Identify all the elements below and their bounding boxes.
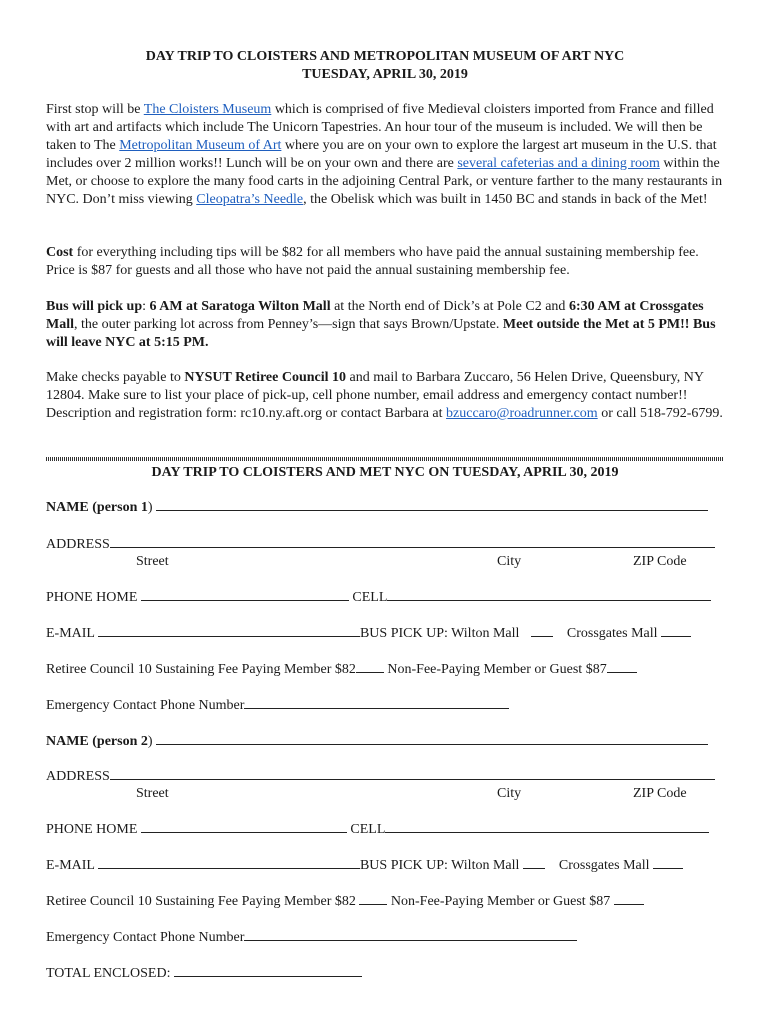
cell-label: CELL — [346, 822, 386, 837]
return-info: Meet outside the Met at 5 PM!! Bus will leave NYC at 5:15 PM. — [46, 317, 716, 350]
intro-text: within the Met, or choose to explore the many food carts in the adjoining Central Park, or venture farther to the many restaurants in NYC. Don’t miss viewing — [46, 156, 723, 207]
zip-caption: ZIP Code — [633, 554, 687, 569]
email-link[interactable]: bzuccaro@roadrunner.com — [446, 406, 598, 421]
name-label: NAME (person 1 — [46, 500, 148, 515]
crossgates-pickup: 6:30 AM at Crossgates Mall — [46, 299, 704, 332]
name-field-person1[interactable] — [46, 498, 708, 517]
cleopatras-needle-link[interactable]: Cleopatra’s Needle — [196, 192, 304, 207]
street-caption: Street — [136, 554, 169, 569]
intro-text: , the Obelisk which was built in 1450 BC and stands in back of the Met! — [303, 192, 708, 207]
guest-fee-blank[interactable] — [614, 892, 644, 905]
metropolitan-museum-link[interactable]: Metropolitan Museum of Art — [119, 138, 282, 153]
intro-text: which is comprised of five Medieval cloisters imported from France and filled with art and artifacts which include The Unicorn Tapestries. An hour tour of the museum is included. We will then be taken to The — [46, 102, 714, 153]
bus-text: , the outer parking lot across from Penney’s—sign that says Brown/Upstate. — [74, 317, 503, 332]
name-field-person2[interactable] — [46, 732, 708, 751]
address-label: ADDRESS — [46, 537, 110, 552]
member-fee-blank[interactable] — [356, 660, 384, 673]
cost-text: for everything including tips will be $82 for all members who have paid the annual sustaining membership fee. Price is $87 for guests and all those who have not paid the annual sustaining membership fee. — [46, 245, 699, 278]
checks-text: and mail to Barbara Zuccaro, 56 Helen Drive, Queensbury, NY 12804. Make sure to list your place of pick-up, cell phone number, email address and emergency contact number!! Description and registration form: rc10.ny.aft.org or contact Barbara at — [46, 370, 704, 421]
phone-field-person2[interactable] — [46, 820, 709, 839]
phone-home-blank[interactable] — [141, 820, 347, 833]
checks-paragraph — [46, 369, 726, 423]
email-field-person2[interactable] — [46, 856, 683, 875]
bus-pickup-label: BUS PICK UP: Wilton Mall — [359, 626, 523, 641]
crossgates-label: Crossgates Mall — [558, 858, 654, 873]
city-caption: City — [497, 554, 522, 569]
phone-home-label: PHONE HOME — [46, 590, 141, 605]
member-fee-label: Retiree Council 10 Sustaining Fee Paying Member $82 — [46, 894, 360, 909]
guest-fee-blank[interactable] — [607, 660, 637, 673]
bus-paragraph — [46, 298, 726, 352]
email-label: E-MAIL — [46, 858, 98, 873]
wilton-mall-blank[interactable] — [523, 856, 545, 869]
wilton-pickup: 6 AM at Saratoga Wilton Mall — [149, 299, 331, 314]
total-enclosed-blank[interactable] — [174, 964, 362, 977]
crossgates-blank[interactable] — [661, 624, 691, 637]
emergency-blank[interactable] — [244, 928, 577, 941]
address-field-person2[interactable] — [46, 767, 715, 786]
email-label: E-MAIL — [46, 626, 98, 641]
flyer-title: DAY TRIP TO CLOISTERS AND METROPOLITAN MUSEUM OF ART NYC — [145, 49, 625, 64]
cell-blank[interactable] — [385, 820, 709, 833]
form-title: DAY TRIP TO CLOISTERS AND MET NYC ON TUESDAY, APRIL 30, 2019 — [151, 465, 619, 480]
intro-text: First stop will be — [46, 102, 144, 117]
name-paren: ) — [147, 734, 157, 749]
address-blank[interactable] — [110, 535, 715, 548]
emergency-label: Emergency Contact Phone Number — [46, 698, 245, 713]
emergency-field-person2[interactable] — [46, 928, 577, 947]
intro-text: where you are on your own to explore the largest art museum in the U.S. that includes over 2 million works!! Lunch will be on your own and there are — [46, 138, 717, 171]
name-blank[interactable] — [156, 732, 708, 745]
email-blank[interactable] — [98, 624, 360, 637]
fee-field-person2[interactable] — [46, 892, 644, 911]
bus-colon: : — [142, 299, 150, 314]
crossgates-label: Crossgates Mall — [566, 626, 662, 641]
member-fee-label: Retiree Council 10 Sustaining Fee Paying Member $82 — [46, 662, 356, 677]
zip-caption: ZIP Code — [633, 786, 687, 801]
emergency-label: Emergency Contact Phone Number — [46, 930, 245, 945]
bus-pickup-label: BUS PICK UP: Wilton Mall — [359, 858, 523, 873]
email-blank[interactable] — [98, 856, 360, 869]
cost-paragraph — [46, 244, 726, 280]
name-blank[interactable] — [156, 498, 708, 511]
cell-label: CELL — [348, 590, 388, 605]
name-paren: ) — [147, 500, 157, 515]
cut-line-divider — [46, 457, 724, 461]
street-caption: Street — [136, 786, 169, 801]
member-fee-blank[interactable] — [359, 892, 387, 905]
cafeterias-link[interactable]: several cafeterias and a dining room — [457, 156, 660, 171]
phone-home-label: PHONE HOME — [46, 822, 141, 837]
total-enclosed-label: TOTAL ENCLOSED: — [46, 966, 174, 981]
emergency-blank[interactable] — [244, 696, 509, 709]
checks-text: Make checks payable to — [46, 370, 185, 385]
crossgates-blank[interactable] — [653, 856, 683, 869]
address-label: ADDRESS — [46, 769, 110, 784]
wilton-mall-blank[interactable] — [531, 624, 553, 637]
phone-field-person1[interactable] — [46, 588, 711, 607]
address-field-person1[interactable] — [46, 535, 715, 554]
name-label: NAME (person 2 — [46, 734, 148, 749]
payee-name: NYSUT Retiree Council 10 — [184, 370, 347, 385]
phone-home-blank[interactable] — [141, 588, 349, 601]
guest-fee-label: Non-Fee-Paying Member or Guest $87 — [387, 894, 614, 909]
cell-blank[interactable] — [387, 588, 711, 601]
fee-field-person1[interactable] — [46, 660, 637, 679]
address-blank[interactable] — [110, 767, 715, 780]
total-enclosed-field[interactable] — [46, 964, 362, 983]
guest-fee-label: Non-Fee-Paying Member or Guest $87 — [383, 662, 607, 677]
bus-label: Bus will pick up — [46, 299, 143, 314]
flyer-date: TUESDAY, APRIL 30, 2019 — [302, 67, 468, 82]
bus-text: at the North end of Dick’s at Pole C2 and — [330, 299, 569, 314]
city-caption: City — [497, 786, 522, 801]
emergency-field-person1[interactable] — [46, 696, 509, 715]
cloisters-museum-link[interactable]: The Cloisters Museum — [143, 102, 272, 117]
email-field-person1[interactable] — [46, 624, 691, 643]
intro-paragraph — [46, 101, 726, 209]
checks-text: or call 518-792-6799. — [597, 406, 723, 421]
cost-label: Cost — [46, 245, 74, 260]
